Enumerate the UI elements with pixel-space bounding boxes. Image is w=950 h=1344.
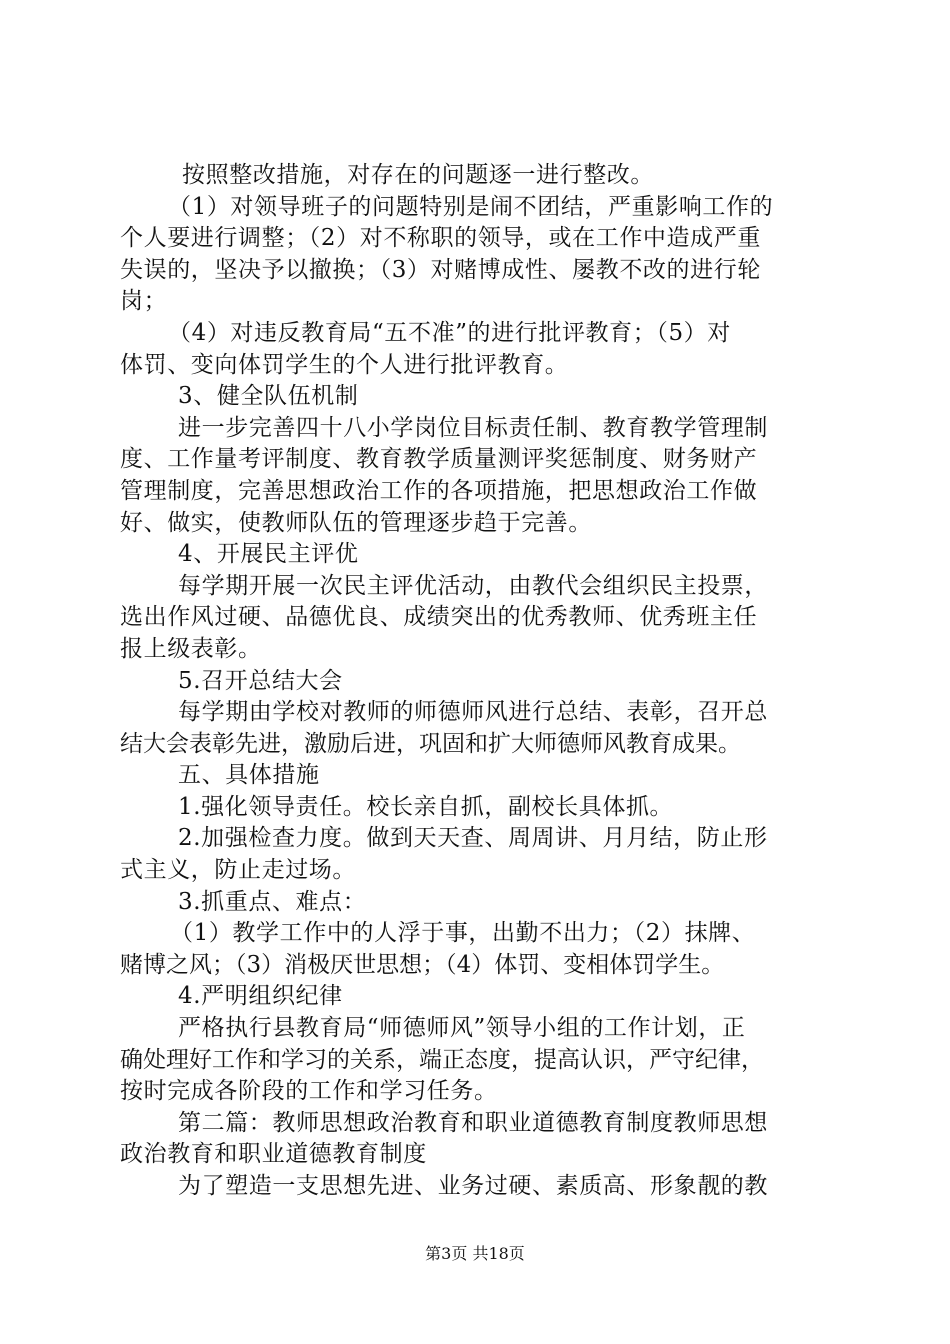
paragraph-line: 度、工作量考评制度、教育教学质量测评奖惩制度、财务财产 (120, 446, 758, 473)
paragraph-line: 结大会表彰先进，激励后进，巩固和扩大师德师风教育成果。 (120, 730, 741, 757)
paragraph-line: 进一步完善四十八小学岗位目标责任制、教育教学管理制 (178, 414, 768, 441)
paragraph-line: （1）教学工作中的人浮于事，出勤不出力；（2）抹牌、 (170, 920, 756, 947)
paragraph-line: 管理制度，完善思想政治工作的各项措施，把思想政治工作做 (120, 477, 758, 504)
paragraph-line: 确处理好工作和学习的关系，端正态度，提高认识，严守纪律， (120, 1046, 764, 1073)
paragraph-line: 为了塑造一支思想先进、业务过硬、素质高、形象靓的教 (178, 1173, 768, 1199)
section-heading: 五、具体措施 (178, 762, 320, 789)
paragraph-line: 每学期由学校对教师的师德师风进行总结、表彰，召开总 (178, 699, 768, 726)
page-footer (0, 1244, 950, 1264)
paragraph-line: 赌博之风；（3）消极厌世思想；（4）体罚、变相体罚学生。 (120, 951, 725, 978)
paragraph-line: 式主义，防止走过场。 (120, 857, 356, 884)
section-heading: 3、健全队伍机制 (178, 383, 359, 410)
paragraph-line: 严格执行县教育局“师德师风”领导小组的工作计划，正 (178, 1015, 746, 1042)
paragraph-line: 失误的，坚决予以撤换；（3）对赌博成性、屡教不改的进行轮 (120, 256, 761, 283)
paragraph-line: 每学期开展一次民主评优活动，由教代会组织民主投票， (178, 572, 768, 599)
paragraph-line: 2.加强检查力度。做到天天查、周周讲、月月结，防止形 (178, 825, 768, 852)
paragraph-line: 个人要进行调整；（2）对不称职的领导，或在工作中造成严重 (120, 225, 761, 252)
paragraph-line: 1.强化领导责任。校长亲自抓，副校长具体抓。 (178, 793, 674, 820)
paragraph-line: 岗； (120, 288, 168, 315)
paragraph-line: 按照整改措施，对存在的问题逐一进行整改。 (182, 162, 654, 188)
section-heading: 4、开展民主评优 (178, 541, 359, 568)
paragraph-line: 体罚、变向体罚学生的个人进行批评教育。 (120, 351, 569, 378)
paragraph-line: 按时完成各阶段的工作和学习任务。 (120, 1078, 498, 1105)
paragraph-line: （1）对领导班子的问题特别是闹不团结，严重影响工作的 (168, 193, 774, 220)
section-heading: 3.抓重点、难点： (178, 888, 367, 915)
paragraph-line: 政治教育和职业道德教育制度 (120, 1141, 427, 1168)
section-heading: 4.严明组织纪律 (178, 983, 343, 1010)
section-heading: 5.召开总结大会 (178, 667, 343, 694)
section-heading: 第二篇：教师思想政治教育和职业道德教育制度教师思想 (178, 1109, 768, 1136)
page-number: 第3页 共18页 (425, 1244, 525, 1263)
document-body (120, 160, 835, 1203)
paragraph-line: 选出作风过硬、品德优良、成绩突出的优秀教师、优秀班主任 (120, 604, 758, 631)
paragraph-line: （4）对违反教育局“五不准”的进行批评教育；（5）对 (168, 319, 731, 346)
paragraph-line: 好、做实，使教师队伍的管理逐步趋于完善。 (120, 509, 592, 536)
paragraph-line: 报上级表彰。 (120, 635, 262, 662)
